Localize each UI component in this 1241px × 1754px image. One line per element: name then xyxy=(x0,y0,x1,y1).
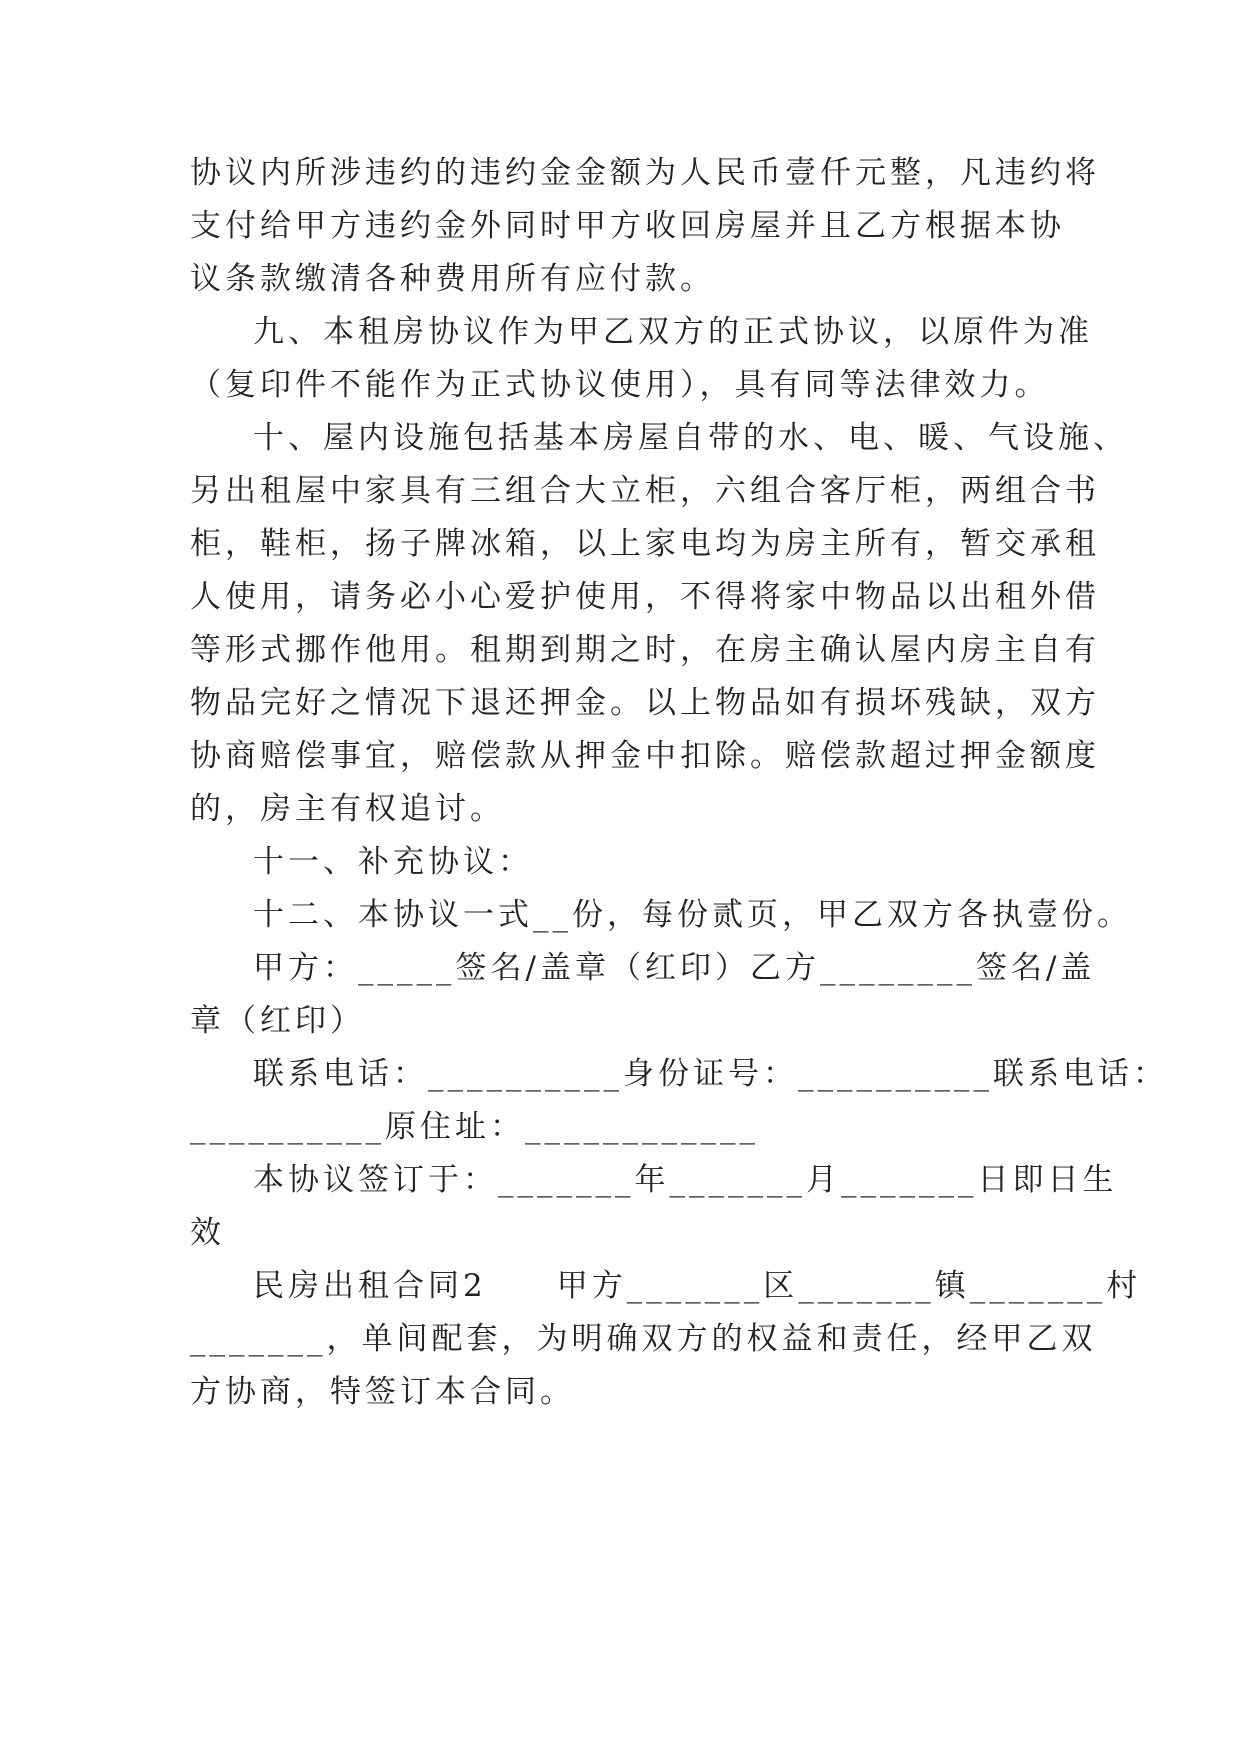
clause-10-line-1: 十、屋内设施包括基本房屋自带的水、电、暖、气设施、 xyxy=(253,420,1128,456)
contact-line-2: __________原住址：____________ xyxy=(190,1109,759,1145)
sign-date-line-1: 本协议签订于：_______年_______月_______日即日生 xyxy=(253,1162,1118,1198)
signature-line-2: 章（红印） xyxy=(190,1003,365,1039)
clause-10-line-8: 的，房主有权追讨。 xyxy=(190,791,505,827)
clause-10-line-3: 柜，鞋柜，扬子牌冰箱，以上家电均为房主所有，暂交承租 xyxy=(190,526,1100,562)
text-line-2: 支付给甲方违约金外同时甲方收回房屋并且乙方根据本协 xyxy=(190,208,1065,244)
clause-10-line-7: 协商赔偿事宜，赔偿款从押金中扣除。赔偿款超过押金额度 xyxy=(190,738,1100,774)
clause-10-line-2: 另出租屋中家具有三组合大立柜，六组合客厅柜，两组合书 xyxy=(190,473,1100,509)
contact-line-1: 联系电话：__________身份证号：__________联系电话： xyxy=(253,1056,1168,1092)
clause-12-line: 十二、本协议一式__份，每份贰页，甲乙双方各执壹份。 xyxy=(253,897,1132,933)
text-line-3: 议条款缴清各种费用所有应付款。 xyxy=(190,261,715,297)
text-line-1: 协议内所涉违约的违约金金额为人民币壹仟元整，凡违约将 xyxy=(190,155,1100,191)
clause-10-line-4: 人使用，请务必小心爱护使用，不得将家中物品以出租外借 xyxy=(190,579,1100,615)
signature-line-1: 甲方：_____签名/盖章（红印）乙方________签名/盖 xyxy=(253,950,1096,986)
clause-10-line-5: 等形式挪作他用。租期到期之时，在房主确认屋内房主自有 xyxy=(190,632,1100,668)
contract-2-line-1: 民房出租合同2 甲方_______区_______镇_______村 xyxy=(253,1268,1142,1304)
clause-9-line-2: （复印件不能作为正式协议使用），具有同等法律效力。 xyxy=(190,367,1050,403)
clause-9-line-1: 九、本租房协议作为甲乙双方的正式协议，以原件为准 xyxy=(253,314,1093,350)
sign-date-line-2: 效 xyxy=(190,1215,225,1251)
clause-10-line-6: 物品完好之情况下退还押金。以上物品如有损坏残缺，双方 xyxy=(190,685,1100,721)
contract-2-line-3: 方协商，特签订本合同。 xyxy=(190,1374,575,1410)
contract-2-line-2: _______，单间配套，为明确双方的权益和责任，经甲乙双 xyxy=(190,1321,1097,1357)
clause-11-line: 十一、补充协议： xyxy=(253,844,533,880)
